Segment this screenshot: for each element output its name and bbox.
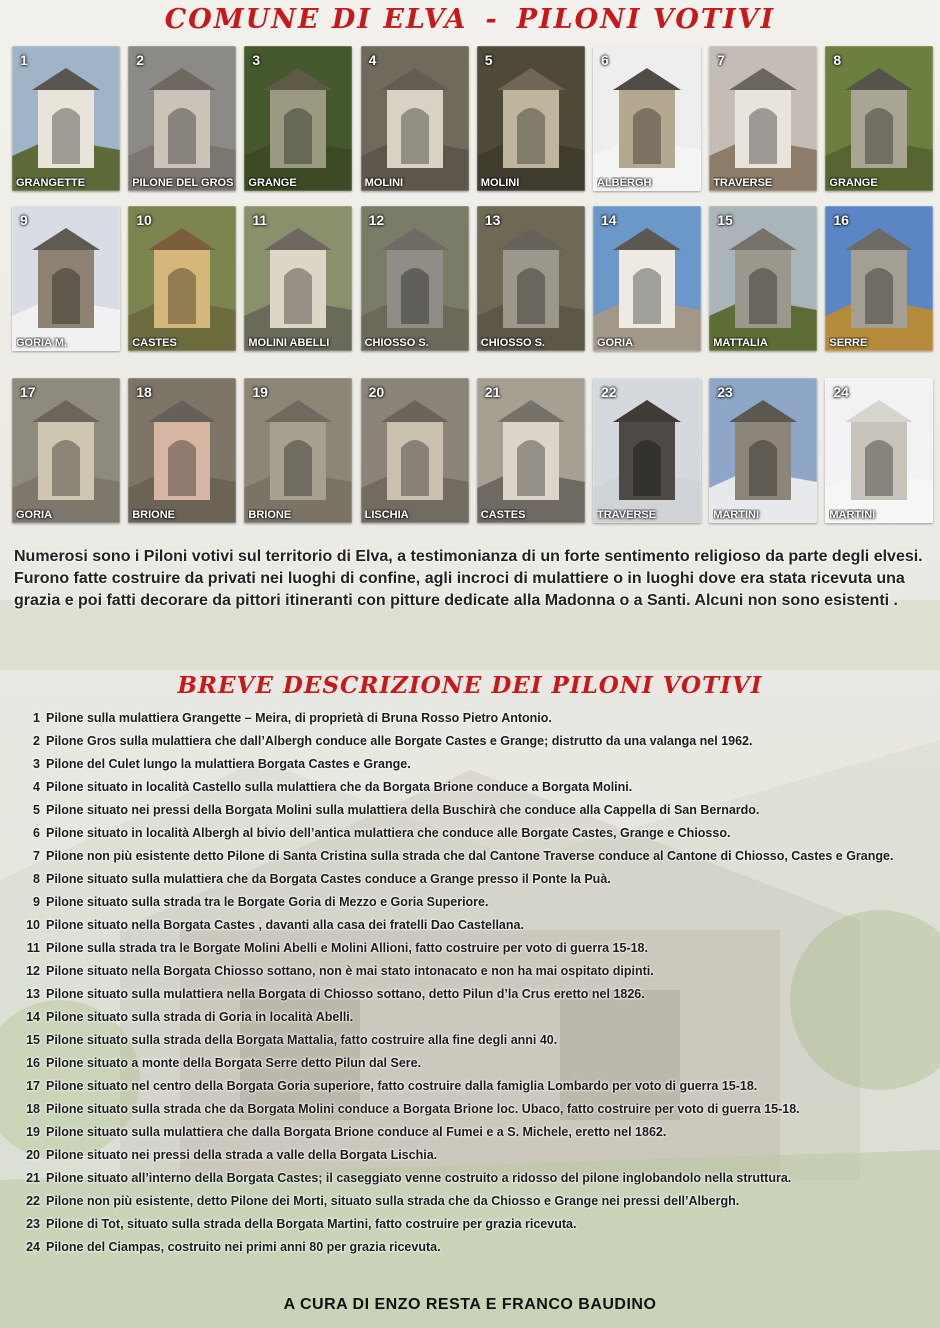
- item-number: 19: [26, 1125, 40, 1139]
- tile-number: 24: [833, 384, 849, 400]
- tile-caption: MOLINI: [364, 177, 404, 189]
- tile-number: 1: [20, 52, 28, 68]
- tile-caption: CHIOSSO S.: [364, 337, 429, 349]
- list-item: [16, 1078, 926, 1095]
- tile-number: 11: [252, 212, 268, 228]
- photo-tile: [825, 378, 933, 523]
- item-number: 23: [26, 1217, 40, 1231]
- list-item: [16, 1170, 926, 1187]
- item-text: Pilone situato a monte della Borgata Serre detto Pilun dal Sere.: [46, 1056, 422, 1070]
- photo-tile: [825, 206, 933, 351]
- list-item: [16, 871, 926, 888]
- list-item: [16, 710, 926, 727]
- tile-caption: GORIA: [16, 509, 53, 521]
- item-number: 10: [26, 918, 40, 932]
- item-number: 12: [26, 964, 40, 978]
- item-number: 22: [26, 1194, 40, 1208]
- item-number: 8: [33, 872, 40, 886]
- photo-tile: [12, 206, 120, 351]
- tile-number: 9: [20, 212, 28, 228]
- tile-number: 21: [484, 384, 501, 400]
- list-item: [16, 1032, 926, 1049]
- tile-number: 7: [717, 52, 725, 68]
- item-number: 1: [33, 711, 40, 725]
- item-text: Pilone situato sulla strada della Borgata Mattalia, fatto costruire alla fine degli anni 40.: [46, 1033, 558, 1047]
- photo-tile: [361, 46, 469, 191]
- item-text: Pilone del Ciampas, costruito nei primi anni 80 per grazia ricevuta.: [46, 1240, 441, 1254]
- photo-tile: [244, 378, 352, 523]
- tile-number: 17: [20, 384, 36, 400]
- tile-number: 20: [368, 384, 385, 400]
- page-title: COMUNE DI ELVA - PILONI VOTIVI: [164, 4, 776, 35]
- item-number: 7: [33, 849, 40, 863]
- item-text: Pilone situato in località Albergh al bivio dell’antica mulattiera che conduce alle Borgate Castes, Grange e Chiosso.: [46, 826, 731, 840]
- tile-caption: ALBERGH: [597, 177, 652, 189]
- tile-number: 12: [368, 212, 385, 228]
- list-item: [16, 779, 926, 796]
- list-item: [16, 1216, 926, 1233]
- footer-credits: A CURA DI ENZO RESTA E FRANCO BAUDINO: [283, 1296, 657, 1313]
- photo-tile: [709, 206, 817, 351]
- item-text: Pilone situato in località Castello sulla mulattiera che da Borgata Brione conduce a Borgata Molini.: [46, 780, 633, 794]
- shrine-photo: [128, 46, 236, 191]
- photo-tile: [477, 378, 585, 523]
- item-text: Pilone situato sulla strada di Goria in località Abelli.: [46, 1010, 354, 1024]
- tile-caption: GRANGE: [829, 177, 878, 189]
- item-text: Pilone sulla mulattiera Grangette – Meira, di proprietà di Bruna Rosso Pietro Antonio.: [46, 711, 552, 725]
- list-item: [16, 1124, 926, 1141]
- list-item: [16, 894, 926, 911]
- item-text: Pilone situato sulla mulattiera nella Borgata di Chiosso sottano, detto Pilun d’la Crus eretto nel 1826.: [46, 987, 645, 1001]
- item-text: Pilone di Tot, situato sulla strada della Borgata Martini, fatto costruire per grazia ricevuta.: [46, 1217, 577, 1231]
- section-subtitle: BREVE DESCRIZIONE DEI PILONI VOTIVI: [177, 672, 763, 699]
- item-text: Pilone del Culet lungo la mulattiera Borgata Castes e Grange.: [46, 757, 411, 771]
- shrine-photo: [825, 46, 933, 191]
- photo-tile: [244, 46, 352, 191]
- item-text: Pilone situato nella Borgata Castes , davanti alla casa dei fratelli Dao Castellana.: [46, 918, 524, 932]
- item-number: 21: [26, 1171, 40, 1185]
- photo-tile: [12, 46, 120, 191]
- tile-caption: BRIONE: [132, 509, 175, 521]
- item-text: Pilone situato all’interno della Borgata Castes; il caseggiato venne costruito a ridosso del pilone inglobandolo nella struttura.: [46, 1171, 792, 1185]
- shrine-photo: [244, 46, 352, 191]
- photo-tile: [825, 46, 933, 191]
- list-item: [16, 848, 926, 865]
- tile-caption: CASTES: [480, 509, 526, 521]
- shrine-photo: [593, 46, 701, 191]
- tile-caption: LISCHIA: [364, 509, 409, 521]
- list-item: [16, 986, 926, 1003]
- tile-caption: GORIA: [597, 337, 634, 349]
- tile-number: 13: [484, 212, 501, 228]
- tile-number: 3: [252, 52, 261, 68]
- intro-paragraph: Numerosi sono i Piloni votivi sul territorio di Elva, a testimonianza di un forte sentimento religioso da parte degli elvesi. Furono fatte costruire da privati nei luoghi di confine, agli incroci di mulattiere o in luoghi dove era stata ricevuta una grazia e poi fatti decorare da pittori itineranti con pitture dedicate alla Madonna o a Santi. Alcuni non sono esistenti .: [14, 548, 923, 609]
- item-text: Pilone situato sulla mulattiera che dalla Borgata Brione conduce al Fumei e a S. Michele, eretto nel 1862.: [46, 1125, 667, 1139]
- photo-tile: [361, 378, 469, 523]
- shrine-photo: [12, 46, 120, 191]
- item-text: Pilone situato nei pressi della Borgata Molini sulla mulattiera della Buschirà che conduce alla Cappella di San Bernardo.: [46, 803, 760, 817]
- item-number: 9: [33, 895, 40, 909]
- item-text: Pilone non più esistente detto Pilone di Santa Cristina sulla strada che dal Cantone Traverse conduce al Cantone di Chiosso, Castes e Grange.: [46, 849, 894, 863]
- photo-tile: [709, 378, 817, 523]
- photo-tile: [361, 206, 469, 351]
- photo-tile: [12, 378, 120, 523]
- tile-caption: MATTALIA: [713, 337, 768, 349]
- tile-number: 19: [252, 384, 268, 400]
- tile-caption: BRIONE: [248, 509, 292, 521]
- item-number: 17: [26, 1079, 40, 1093]
- tile-caption: GORIA M.: [16, 337, 67, 349]
- tile-caption: TRAVERSE: [597, 509, 657, 521]
- list-item: [16, 1055, 926, 1072]
- tile-caption: TRAVERSE: [713, 177, 773, 189]
- tile-number: 22: [601, 384, 617, 400]
- tile-number: 14: [601, 212, 617, 228]
- tile-caption: GRANGETTE: [16, 177, 86, 189]
- item-number: 4: [33, 780, 40, 794]
- photo-tile: [477, 46, 585, 191]
- item-number: 13: [26, 987, 40, 1001]
- item-number: 2: [33, 734, 40, 748]
- tile-caption: PILONE DEL GROS: [132, 177, 234, 189]
- photo-tile: [128, 206, 236, 351]
- list-item: [16, 1009, 926, 1026]
- tile-number: 4: [368, 52, 377, 68]
- photo-tile: [593, 46, 701, 191]
- item-number: 6: [33, 826, 40, 840]
- item-number: 5: [33, 803, 40, 817]
- item-text: Pilone situato sulla mulattiera che da Borgata Castes conduce a Grange presso il Ponte la Puà.: [46, 872, 611, 886]
- photo-tile: [128, 46, 236, 191]
- list-item: [16, 917, 926, 934]
- item-number: 15: [26, 1033, 40, 1047]
- tile-number: 8: [833, 52, 842, 68]
- tile-number: 15: [717, 212, 733, 228]
- photo-tile: [593, 378, 701, 523]
- tile-number: 5: [484, 52, 493, 68]
- list-item: [16, 1147, 926, 1164]
- item-text: Pilone situato sulla strada che da Borgata Molini conduce a Borgata Brione loc. Ubaco, fatto costruire per voto di guerra 15-18.: [46, 1102, 800, 1116]
- shrine-photo: [709, 46, 817, 191]
- tile-number: 6: [601, 52, 609, 68]
- photo-tile: [244, 206, 352, 351]
- tile-number: 18: [136, 384, 152, 400]
- item-text: Pilone sulla strada tra le Borgate Molini Abelli e Molini Allioni, fatto costruire per voto di guerra 15-18.: [46, 941, 648, 955]
- photo-tile: [477, 206, 585, 351]
- item-number: 16: [26, 1056, 40, 1070]
- photo-tile: [593, 206, 701, 351]
- list-item: [16, 1193, 926, 1210]
- list-item: [16, 825, 926, 842]
- item-number: 14: [26, 1010, 40, 1024]
- list-item: [16, 802, 926, 819]
- tile-number: 23: [717, 384, 733, 400]
- list-item: [16, 1239, 926, 1256]
- item-number: 20: [26, 1148, 40, 1162]
- list-item: [16, 940, 926, 957]
- list-item: [16, 756, 926, 773]
- tile-number: 10: [136, 212, 152, 228]
- item-number: 18: [26, 1102, 40, 1116]
- list-item: [16, 963, 926, 980]
- list-item: [16, 1101, 926, 1118]
- item-text: Pilone Gros sulla mulattiera che dall’Albergh conduce alle Borgate Castes e Grange; distrutto da una valanga nel 1962.: [46, 734, 753, 748]
- photo-tile: [709, 46, 817, 191]
- tile-caption: CHIOSSO S.: [480, 337, 545, 349]
- item-number: 3: [33, 757, 40, 771]
- item-text: Pilone situato sulla strada tra le Borgate Goria di Mezzo e Goria Superiore.: [46, 895, 489, 909]
- tile-caption: MOLINI: [480, 177, 520, 189]
- list-item: [16, 733, 926, 750]
- shrine-photo: [361, 46, 469, 191]
- tile-number: 2: [136, 52, 144, 68]
- tile-caption: MARTINI: [713, 509, 760, 521]
- tile-caption: CASTES: [132, 337, 177, 349]
- photo-tile: [128, 378, 236, 523]
- item-text: Pilone situato nei pressi della strada a valle della Borgata Lischia.: [46, 1148, 438, 1162]
- item-text: Pilone situato nel centro della Borgata Goria superiore, fatto costruire dalla famiglia Lombardo per voto di guerra 15-18.: [46, 1079, 758, 1093]
- item-text: Pilone situato nella Borgata Chiosso sottano, non è mai stato intonacato e non ha mai ospitato dipinti.: [46, 964, 654, 978]
- tile-caption: MOLINI ABELLI: [248, 337, 330, 349]
- description-list: [16, 710, 926, 1262]
- tile-caption: GRANGE: [248, 177, 297, 189]
- shrine-photo: [12, 206, 120, 351]
- item-number: 11: [26, 941, 40, 955]
- tile-caption: SERRE: [829, 337, 868, 349]
- item-text: Pilone non più esistente, detto Pilone dei Morti, situato sulla strada che da Chiosso e Grange nei pressi dell’Albergh.: [46, 1194, 740, 1208]
- item-number: 24: [26, 1240, 40, 1254]
- tile-caption: MARTINI: [829, 509, 876, 521]
- tile-number: 16: [833, 212, 849, 228]
